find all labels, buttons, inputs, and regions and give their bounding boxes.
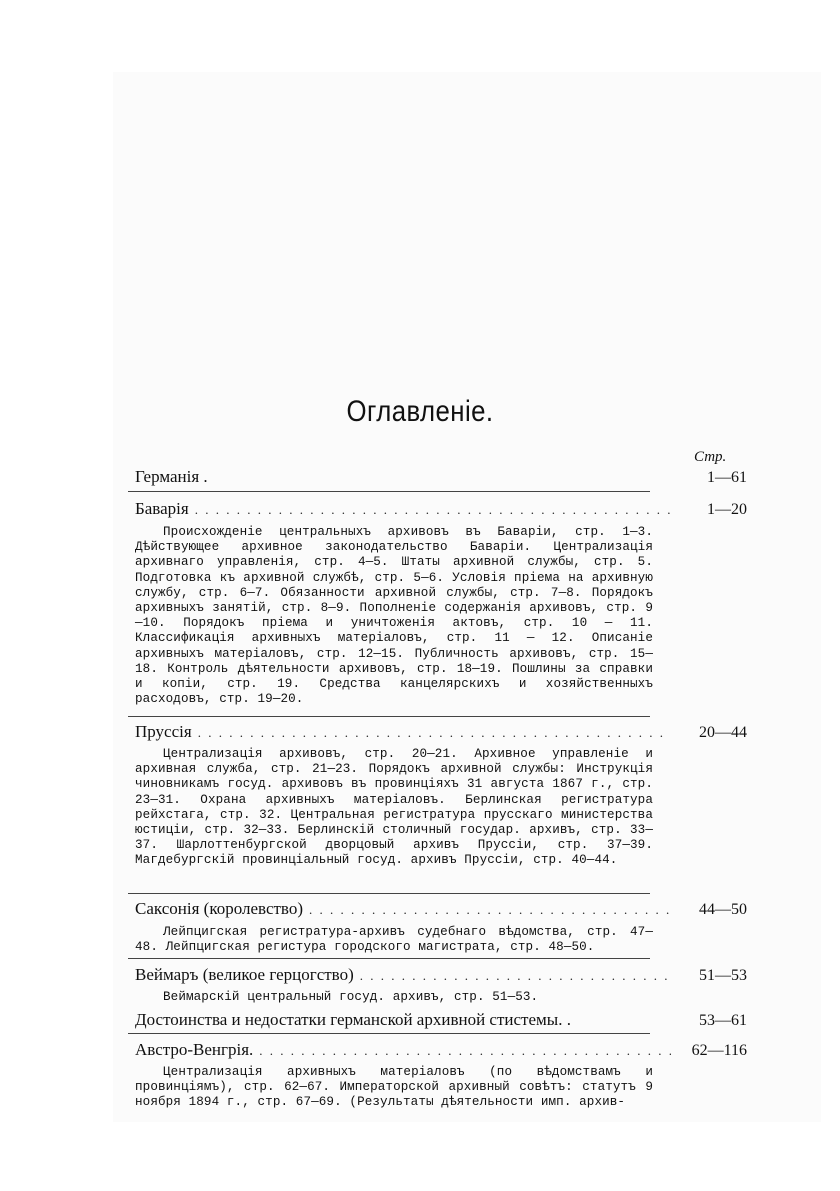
divider [128, 958, 650, 959]
description-text: Централизація архивныхъ матеріаловъ (по вѣдомствамъ и провинціямъ), стр. 62—67. Императорской архивный совѣтъ: статутъ 9 ноября 1894 г., стр. 67—69. (Результаты дѣятельности имп. архив- [135, 1065, 653, 1110]
divider [128, 716, 650, 717]
toc-entry-name: Пруссія [135, 722, 192, 741]
toc-leader [259, 1041, 671, 1061]
toc-leader [198, 723, 671, 743]
toc-entry-name: Достоинства и недостатки германской архивной стистемы. . [135, 1010, 571, 1029]
toc-entry-description [135, 1065, 653, 1111]
toc-leader [195, 500, 671, 520]
toc-entry-germany[interactable] [135, 467, 747, 488]
toc-entry-merits[interactable] [135, 1010, 747, 1031]
toc-entry-saxony[interactable] [135, 899, 747, 920]
toc-entry-weimar[interactable] [135, 965, 747, 986]
page-title: Оглавленіе. [346, 395, 494, 428]
toc-leader [309, 900, 671, 920]
toc-entry-pages: 1—61 [707, 469, 747, 486]
toc-entry-pages: 20—44 [699, 724, 747, 741]
toc-entry-name: Веймаръ (великое герцогство) [135, 965, 354, 984]
toc-entry-pages: 53—61 [699, 1012, 747, 1029]
toc-entry-description [135, 525, 653, 707]
page-column-header: Стр. [694, 449, 727, 465]
toc-entry-description [135, 990, 653, 1005]
toc-entry-pages: 62—116 [691, 1042, 747, 1059]
toc-entry-name: Германія . [135, 467, 208, 486]
toc-entry-pages: 51—53 [699, 967, 747, 984]
toc-entry-prussia[interactable] [135, 722, 747, 743]
toc-entry-name: Саксонія (королевство) [135, 899, 303, 918]
divider [128, 491, 650, 492]
toc-entry-name: Баварія [135, 499, 189, 518]
toc-entry-description [135, 747, 653, 869]
description-text: Лейпцигская регистратура-архивъ судебнаго вѣдомства, стр. 47—48. Лейпцигская регистура городского магистрата, стр. 48—50. [135, 925, 653, 955]
divider [128, 1033, 650, 1034]
toc-entry-pages: 44—50 [699, 901, 747, 918]
description-text: Централизація архивовъ, стр. 20—21. Архивное управленіе и архивная служба, стр. 21—23. Порядокъ архивной службы: Инструкція чиновникамъ госуд. архивовъ въ провинціяхъ 31 августа 1867 г., стр. 23—31. Охрана архивныхъ матеріаловъ. Берлинская регистратура рейхстага, стр. 32. Центральная регистратура прусскаго министерства юстиціи, стр. 32—33. Берлинскій столичный государ. архивъ, стр. 33—37. Шарлоттенбургской дворцовый архивъ Пруссіи, стр. 37—39. Магдебургскій провинціальный госуд. архивъ Пруссіи, стр. 40—44. [135, 747, 653, 868]
divider [128, 893, 650, 894]
description-text: Происхожденіе центральныхъ архивовъ въ Баваріи, стр. 1—3. Дѣйствующее архивное законодательство Баваріи. Централизація архивнаго управленія, стр. 4—5. Штаты архивной службы, стр. 5. Подготовка къ архивной службѣ, стр. 5—6. Условія пріема на архивную службу, стр. 6—7. Обязанности архивной службы, стр. 7—8. Порядокъ архивныхъ занятій, стр. 8—9. Пополненіе содержанія архивовъ, стр. 9—10. Порядокъ пріема и уничтоженія актовъ, стр. 10 — 11. Классификація архивныхъ матеріаловъ, стр. 11 — 12. Описаніе архивныхъ матеріаловъ, стр. 12—15. Публичность архивовъ, стр. 15—18. Контроль дѣятельности архивовъ, стр. 18—19. Пошлины за справки и копіи, стр. 19. Средства канцелярскихъ и хозяйственныхъ расходовъ, стр. 19—20. [135, 525, 653, 707]
toc-entry-description [135, 925, 653, 955]
toc-entry-pages: 1—20 [707, 501, 747, 518]
description-text: Веймарскій центральный госуд. архивъ, стр. 51—53. [163, 990, 539, 1004]
toc-leader [360, 966, 671, 986]
toc-entry-name: Австро-Венгрія. [135, 1040, 254, 1059]
toc-entry-bavaria[interactable] [135, 499, 747, 520]
toc-entry-austria-hungary[interactable] [135, 1040, 747, 1061]
